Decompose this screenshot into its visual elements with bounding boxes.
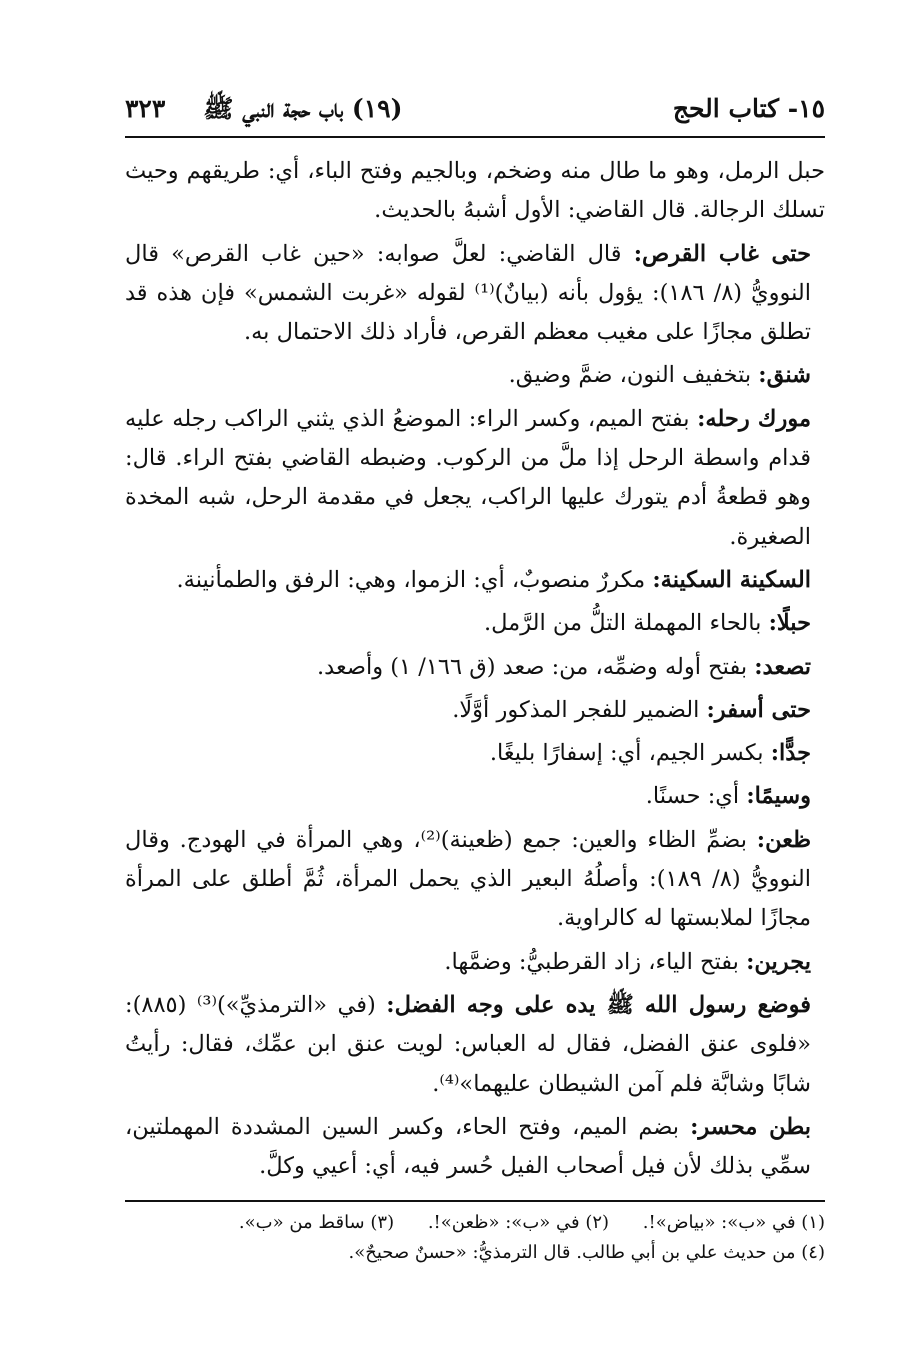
paragraph-text: الضمير للفجر المذكور أوَّلًا. <box>452 696 707 723</box>
paragraph-text: بضم الميم، وفتح الحاء، وكسر السين المشددة المهملتين، سمِّي بذلك لأن فيل أصحاب الفيل حُسر فيه، أي: أعيي وكلَّ. <box>125 1113 811 1180</box>
paragraph-text: بكسر الجيم، أي: إسفارًا بليغًا. <box>489 740 771 767</box>
paragraph-text: بفتح أوله وضمِّه، من: صعد (ق ١٦٦/ ١) وأصعد. <box>317 653 755 680</box>
headword: حتى أسفر: <box>706 696 811 723</box>
document-page <box>125 88 825 1268</box>
footnotes <box>125 1208 825 1268</box>
paragraph <box>125 561 825 600</box>
paragraph <box>125 1108 825 1187</box>
running-title <box>673 88 825 130</box>
footnote-2: (٢) في «ب»: «ظعن»!. <box>427 1212 610 1234</box>
paragraph <box>125 400 825 557</box>
footnote-1: (١) في «ب»: «بياض»!. <box>642 1212 825 1234</box>
paragraph-text: بالحاء المهملة التلُّ من الرَّمل. <box>483 610 769 637</box>
paragraph-text: بضمِّ الظاء والعين: جمع (ظعينة)⁽²⁾، وهي المرأة في الهودج. وقال النوويُّ (٨/ ١٨٩): وأصلُهُ البعير الذي يحمل المرأة، ثُمَّ أطلق على المرأة مجازًا لملابستها له كالراوية. <box>125 826 811 932</box>
paragraph <box>125 356 825 395</box>
paragraph <box>125 152 825 231</box>
headword: وسيمًا: <box>746 783 811 810</box>
chapter-title: ١٥- كتاب الحج <box>672 94 825 123</box>
headword: جدًّا: <box>770 740 811 767</box>
paragraph-text: أي: حسنًا. <box>645 783 747 810</box>
headword: تصعد: <box>754 653 811 680</box>
headword: ظعن: <box>756 826 811 853</box>
paragraph <box>125 943 825 982</box>
paragraph <box>125 604 825 643</box>
paragraph-text: بفتح الميم، وكسر الراء: الموضعُ الذي يثني الراكب رجله عليه قدام واسطة الرحل إذا ملَّ من الركوب. وضبطه القاضي بفتح الراء. قال: وهو قطعةُ أدم يتورك عليها الراكب، يجعل في مقدمة الرحل، شبه المخدة الصغيرة. <box>125 405 811 550</box>
paragraph-text: (في «الترمذيِّ»)⁽³⁾ (٨٨٥): «فلوى عنق الفضل، فقال له العباس: لويت عنق ابن عمِّك، فقال: رأيتُ شابًا وشابَّة فلم آمن الشيطان عليهما»⁽⁴⁾. <box>125 991 811 1097</box>
headword: حتى غاب القرص: <box>633 240 811 267</box>
footnote-line <box>125 1238 825 1268</box>
page-header <box>125 88 825 130</box>
page-number: ٣٢٣ <box>125 94 166 123</box>
paragraph <box>125 777 825 816</box>
paragraph-text: مكررٌ منصوبٌ، أي: الزموا، وهي: الرفق والطمأنينة. <box>176 566 653 593</box>
header-divider <box>125 136 825 138</box>
paragraph <box>125 235 825 353</box>
paragraph <box>125 691 825 730</box>
headword: بطن محسر: <box>690 1113 811 1140</box>
paragraph <box>125 648 825 687</box>
paragraph-text: حبل الرمل، وهو ما طال منه وضخم، وبالجيم وفتح الباء، أي: طريقهم وحيث تسلك الرجالة. قال القاضي: الأول أشبهُ بالحديث. <box>125 158 825 224</box>
paragraph-text: قال القاضي: لعلَّ صوابه: «حين غاب القرص» قال النوويُّ (٨/ ١٨٦): يؤول بأنه (بيانٌ)⁽¹⁾ لقوله «غربت الشمس» فإن هذه قد تطلق مجازًا على مغيب معظم القرص، فأراد ذلك الاحتمال به. <box>125 240 812 346</box>
section-title: (١٩) باب حجة النبي ﷺ <box>203 94 403 123</box>
headword: فوضع رسول الله ﷺ يده على وجه الفضل: <box>386 991 811 1018</box>
headword: مورك رحله: <box>697 405 811 432</box>
headword: السكينة السكينة: <box>652 566 811 593</box>
paragraph-text: بتخفيف النون، ضمَّ وضيق. <box>508 362 759 389</box>
paragraph <box>125 986 825 1104</box>
headword: يجرين: <box>746 948 811 975</box>
paragraph <box>125 734 825 773</box>
footnote-line <box>125 1208 825 1238</box>
paragraph-text: بفتح الياء، زاد القرطبيُّ: وضمَّها. <box>444 948 747 975</box>
footnote-4: (٤) من حديث علي بن أبي طالب. قال الترمذيُّ: «حسنٌ صحيحٌ». <box>348 1242 825 1264</box>
footnote-divider <box>125 1200 825 1202</box>
footnote-3: (٣) ساقط من «ب». <box>238 1212 395 1234</box>
body-text <box>125 152 825 1186</box>
headword: حبلًا: <box>768 610 811 637</box>
headword: شنق: <box>758 362 811 389</box>
paragraph <box>125 821 825 939</box>
